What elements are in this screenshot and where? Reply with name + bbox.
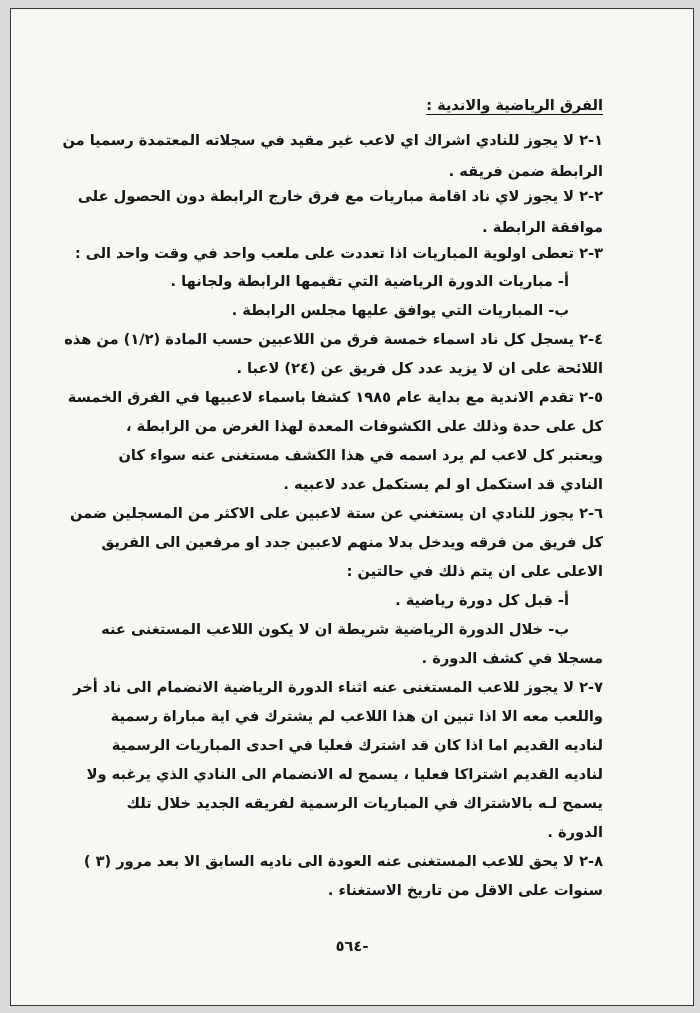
clause-2-8-line-2: سنوات على الاقل من تاريخ الاستغناء . [327,882,603,899]
clause-2-1-line-2: الرابطة ضمن فريقه . [448,163,603,180]
clause-2-5-line-3: ويعتبر كل لاعب لم يرد اسمه في هذا الكشف مستغنى عنه سواء كان [118,447,603,464]
clause-2-3-item-b: ب- المباريات التي يوافق عليها مجلس الرابطة . [231,302,569,319]
clause-2-7-line-3: لناديه القديم اما اذا كان قد اشترك فعليا في احدى المباريات الرسمية [111,737,603,754]
clause-2-6-item-b-line-1: ب- خلال الدورة الرياضية شريطة ان لا يكون اللاعب المستغنى عنه [101,621,569,638]
clause-2-4-line-1: ٤-٢ يسجل كل ناد اسماء خمسة فرق من اللاعبين حسب المادة (١/٢) من هذه [64,331,603,348]
clause-2-5-line-2: كل على حدة وذلك على الكشوفات المعدة لهذا الغرض من الرابطة ، [126,418,603,435]
clause-2-7-line-6: الدورة . [547,824,603,841]
clause-2-8-line-1: ٨-٢ لا يحق للاعب المستغنى عنه العودة الى ناديه السابق الا بعد مرور (٣ ) [83,853,603,870]
clause-2-2-line-1: ٢-٢ لا يجوز لاي ناد اقامة مباريات مع فرق خارج الرابطة دون الحصول على [77,188,603,205]
clause-2-3-item-a: أ- مباريات الدورة الرياضية التي تقيمها الرابطة ولجانها . [170,273,569,290]
section-heading: الفرق الرياضية والاندية : [426,97,603,114]
clause-2-1-line-1: ١-٢ لا يجوز للنادي اشراك اي لاعب غير مقيد في سجلاته المعتمدة رسميا من [62,132,603,149]
clause-2-5-line-1: ٥-٢ تقدم الاندية مع بداية عام ١٩٨٥ كشفا باسماء لاعبيها في الفرق الخمسة [67,389,603,406]
clause-2-7-line-5: يسمح لـه بالاشتراك في المباريات الرسمية لفريقه الجديد خلال تلك [126,795,603,812]
document-page [10,8,694,1006]
clause-2-6-item-a: أ- قبل كل دورة رياضية . [395,592,569,609]
clause-2-2-line-2: موافقة الرابطة . [482,219,603,236]
clause-2-4-line-2: اللائحة على ان لا يزيد عدد كل فريق عن (٢٤) لاعبا . [236,360,603,377]
clause-2-7-line-4: لناديه القديم اشتراكا فعليا ، يسمح له الانضمام الى النادي الذي يرغبه ولا [86,766,603,783]
clause-2-6-line-2: كل فريق من فرقه ويدخل بدلا منهم لاعبين جدد او مرفعين الى الفريق [101,534,603,551]
page-number: -٥٦٤ [335,938,369,955]
clause-2-7-line-2: واللعب معه الا اذا تبين ان هذا اللاعب لم يشترك في اية مباراة رسمية [110,708,603,725]
clause-2-7-line-1: ٧-٢ لا يجوز للاعب المستغنى عنه اثناء الدورة الرياضية الانضمام الى ناد أخر [73,679,603,696]
clause-2-6-line-3: الاعلى على ان يتم ذلك في حالتين : [346,563,603,580]
clause-2-6-line-1: ٦-٢ يجوز للنادي ان يستغني عن ستة لاعبين على الاكثر من المسجلين ضمن [70,505,603,522]
clause-2-6-item-b-line-2: مسجلا في كشف الدورة . [421,650,603,667]
clause-2-5-line-4: النادي قد استكمل او لم يستكمل عدد لاعبيه . [283,476,603,493]
clause-2-3-line-1: ٣-٢ تعطى اولوية المباريات اذا تعددت على ملعب واحد في وقت واحد الى : [74,245,603,262]
